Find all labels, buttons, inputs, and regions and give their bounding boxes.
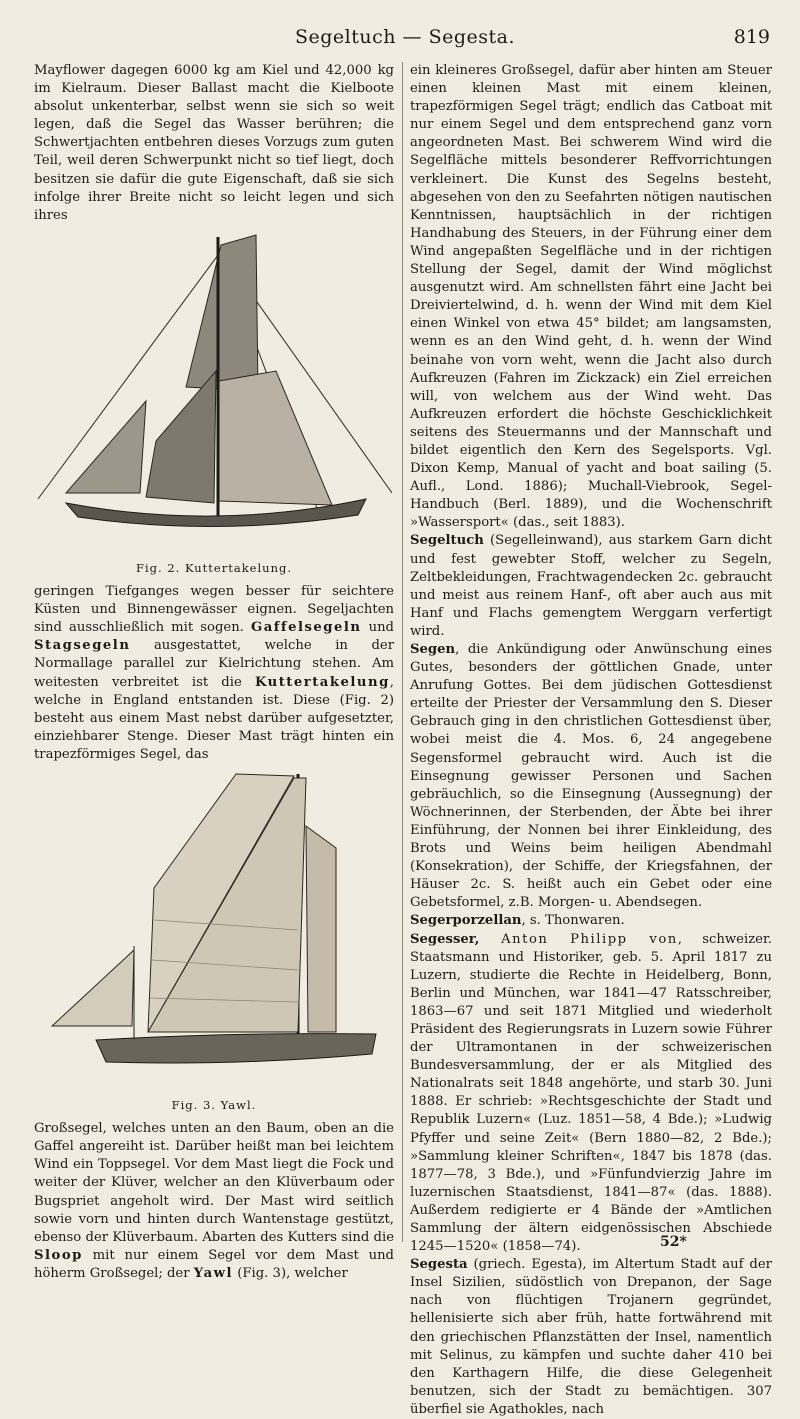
column-divider xyxy=(402,62,403,1242)
keyword: Kuttertakelung xyxy=(254,674,390,690)
yawl-illustration xyxy=(36,770,392,1088)
figure-cutter-rig xyxy=(34,231,394,577)
paragraph: Großsegel, welches unten an den Baum, oben an die Gaffel angereiht ist. Darüber heißt man bei leichtem Wind ein Toppsegel. Vor dem Mast liegt die Fock und weiter der Klüver, welcher an den Klüverbaum oder Bugspriet angeholt wird. Der Mast wird seitlich sowie vorn und hinten durch Wantenstage gestützt, ebenso der Klüverbaum. Abarten des Kutters sind die Sloop mit nur einem Segel vor dem Mast und höherm Großsegel; der Yawl (Fig. 3), welcher xyxy=(34,1121,394,1281)
signature-mark: 52* xyxy=(660,1234,687,1250)
page-number: 819 xyxy=(733,26,770,48)
keyword: Sloop xyxy=(34,1247,83,1263)
figure-caption: Fig. 2. Kuttertakelung. xyxy=(135,560,292,575)
paragraph: Mayflower dagegen 6000 kg am Kiel und 42,000 kg im Kielraum. Dieser Ballast macht die Kielboote absolut unkenterbar, selbst wenn sie sich so weit legen, daß die Segel das Wasser berühren; die Schwertjachten entbehren dieses Vorzugs zum guten Teil, weil deren Schwerpunkt nicht so tief liegt, doch besitzen sie dafür die gute Eigenschaft, daß sie sich infolge ihrer Breite nicht so leicht legen und sich ihres xyxy=(34,63,394,223)
entry-headword: Segesta xyxy=(410,1257,468,1273)
entry-segesta: Segesta (griech. Egesta), im Altertum Stadt auf der Insel Sizilien, südöstlich von Drepanon, der Sage nach von flüchtigen Trojanern gegründet, hellenisierte sich aber früh, hatte fortwährend mit den griechischen Pflanzstätten der Insel, namentlich mit Selinus, zu kämpfen und suchte daher 410 bei den Karthagern Hilfe, die diese Gelegenheit benutzen, sich der Stadt zu bemächtigen. 307 überfiel sie Agathokles, nach xyxy=(410,1257,772,1417)
page-title: Segeltuch — Segesta. xyxy=(295,26,515,48)
figure-caption: Fig. 3. Yawl. xyxy=(171,1098,257,1113)
left-column xyxy=(34,62,394,1283)
entry-headword: Segen xyxy=(410,642,456,657)
entry-headword: Segerporzellan xyxy=(410,913,522,929)
cutter-rig-illustration xyxy=(36,231,392,551)
entry-segeltuch: Segeltuch (Segelleinwand), aus starkem Garn dicht und fest gewebter Stoff, welcher zu Segeln, Zeltbekleidungen, Frachtwagendecken 2c. gebraucht und meist aus reinem Hanf-, oft aber auch aus mit Hanf und Flachs gemengtem Werggarn verfertigt wird. xyxy=(410,533,772,639)
entry-headword: Segesser, xyxy=(410,931,480,947)
keyword: Yawl xyxy=(193,1265,234,1281)
entry-segesser: Segesser, Anton Philipp von, schweizer. Staatsmann und Historiker, geb. 5. April 1817 zu Luzern, studierte die Rechte in Heidelberg, Bonn, Berlin und München, war 1841—47 Ratsschreiber, 1863—67 und seit 1871 Mitglied und wiederholt Präsident des Regierungsrats in Luzern sowie Führer der Ultramontanen in der schweizerischen Bundesversammlung, der er als Mitglied des Nationalrats seit 1848 angehörte, und starb 30. Juni 1888. Er schrieb: »Rechtsgeschichte der Stadt und Republik Luzern« (Luz. 1851—58, 4 Bde.); »Ludwig Pfyffer und seine Zeit« (Bern 1880—82, 2 Bde.); »Sammlung kleiner Schriften«, 1847 bis 1878 (das. 1877—78, 3 Bde.), und »Fünfundvierzig Jahre im luzernischen Staatsdienst, 1841—87« (das. 1888). Außerdem redigierte er 4 Bände der »Amtlichen Sammlung der ältern eidgenössischen Abschiede 1245—1520« (1858—74). xyxy=(410,931,772,1255)
right-column xyxy=(410,62,772,1419)
keyword: Stagsegeln xyxy=(34,638,131,654)
entry-headword: Segeltuch xyxy=(410,533,484,549)
entry-segerporzellan: Segerporzellan, s. Thonwaren. xyxy=(410,913,625,929)
keyword: Gaffelsegeln xyxy=(250,620,362,636)
paragraph: geringen Tiefganges wegen besser für seichtere Küsten und Binnengewässer eignen. Segeljachten sind ausschließlich mit sogen. Gaffelsegeln und Stagsegeln ausgestattet, welche in der Normallage parallel zur Kielrichtung stehen. Am weitesten verbreitet ist die Kuttertakelung, welche in England entstanden ist. Diese (Fig. 2) besteht aus einem Mast nebst darüber aufgesetzter, einziehbarer Stenge. Dieser Mast trägt hinten ein trapezförmiges Segel, das xyxy=(34,584,394,762)
running-header xyxy=(40,26,770,56)
entry-segen: Segen, die Ankündigung oder Anwünschung eines Gutes, besonders der göttlichen Gnade, unter Anrufung Gottes. Bei dem jüdischen Gottesdienst erteilte der Priester der Versammlung den S. Dieser Gebrauch ging in den christlichen Gottesdienst über, wobei meist die 4. Mos. 6, 24 angegebene Segensformel gebraucht wird. Auch ist die Einsegnung gewisser Personen und Sachen gebräuchlich, so die Einsegnung (Aussegnung) der Wöchnerinnen, der Sterbenden, der Äbte bei ihrer Einführung, der Nonnen bei ihrer Einkleidung, des Brots und Weins beim heiligen Abendmahl (Konsekration), der Schiffe, der Kriegsfahnen, der Häuser 2c. S. heißt auch ein Gebet oder eine Gebetsformel, z.B. Morgen- u. Abendsegen. xyxy=(410,642,772,911)
figure-yawl xyxy=(34,770,394,1114)
person-name: Anton Philipp von xyxy=(479,931,678,947)
paragraph: ein kleineres Großsegel, dafür aber hinten am Steuer einen kleinen Mast mit einem kleinen, trapezförmigen Segel trägt; endlich das Catboat mit nur einem Segel und dem entsprechend ganz vorn angeordneten Mast. Bei schwerem Wind wird die Segelfläche mittels besonderer Reffvorrichtungen verkleinert. Die Kunst des Segelns besteht, abgesehen von den zu Seefahrten nötigen nautischen Kenntnissen, hauptsächlich in der richtigen Handhabung des Steuers, in der Führung einer dem Wind angepaßten Segelfläche und in der richtigen Stellung der Segel, damit der Wind möglichst ausgenutzt wird. Am schnellsten fährt eine Jacht bei Dreiviertelwind, d. h. wenn der Wind mit dem Kiel einen Winkel von etwa 45° bildet; am langsamsten, wenn es an den Wind geht, d. h. wenn der Wind beinahe von vorn weht, wenn die Jacht also durch Aufkreuzen (Fahren im Zickzack) ein Ziel erreichen will, von welchem aus der Wind weht. Das Aufkreuzen erfordert die höchste Geschicklichkeit seitens des Steuermanns und der Mannschaft und bildet eigentlich den Kern des Segelsports. Vgl. Dixon Kemp, Manual of yacht and boat sailing (5. Aufl., Lond. 1886); Muchall-Viebrook, Segel-Handbuch (Berl. 1889), und die Wochenschrift »Wassersport« (das., seit 1883). xyxy=(410,63,772,531)
